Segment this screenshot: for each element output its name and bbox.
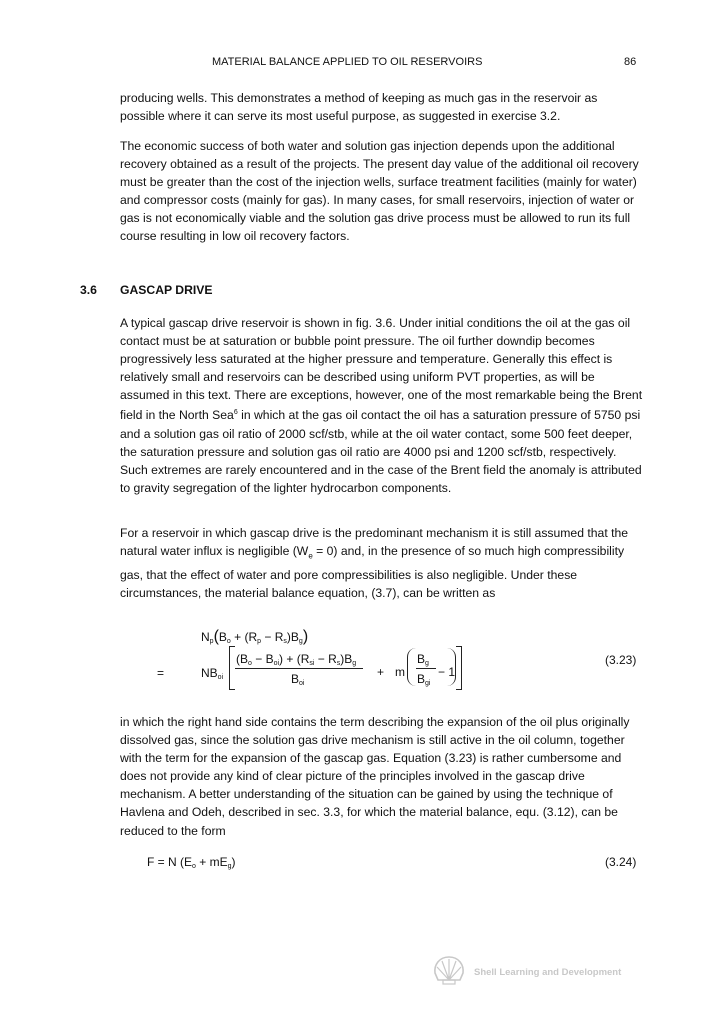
equation-gas-denominator: $B_{gi}$ <box>417 672 431 687</box>
equation-right-paren <box>447 648 456 686</box>
footer-text: Shell Learning and Development <box>474 967 622 978</box>
equation-3-24-body: F = N $(E_o + mE_g)$ <box>147 855 236 870</box>
equation-numerator: $(B_o - B_{oi}) + (R_{si} - R_s)B_g$ <box>236 652 357 667</box>
page-number: 86 <box>624 56 637 68</box>
equation-left-paren <box>407 648 416 686</box>
page-header <box>0 56 723 72</box>
shell-pecten-icon <box>432 955 466 985</box>
paragraph-2: The economic success of both water and solution gas injection depends upon the additional recovery obtained as a result of the projects. The present day value of the additional oil recovery must be greater than the cost of the injection wells, surface treatment facilities (mainly for water) and compressor costs (mainly for gas). In many cases, for small reservoirs, injection of water or gas is not economically viable and the solution gas drive process must be allowed to run its full course resulting in low oil recovery factors. <box>120 139 639 244</box>
section-number: 3.6 <box>80 283 97 297</box>
section-title: GASCAP DRIVE <box>120 283 213 297</box>
paragraph-3-text-a: A typical gascap drive reservoir is shown in fig. 3.6. Under initial conditions the oil at the gas oil contact must be at saturation or bubble point pressure. The oil further downdip becomes progressively less saturated at the higher pressure and temperature. Generally this effect is relatively small and reservoirs can be described using uniform PVT properties, as will be assumed in this text. There are exceptions, however, one of the most remarkable being the Brent field in the North Sea <box>120 316 643 423</box>
equation-fraction-bar <box>235 668 363 669</box>
paragraph-1: producing wells. This demonstrates a method of keeping as much gas in the reservoir as possible where it can serve its most useful purpose, as suggested in exercise 3.2. <box>120 91 598 124</box>
equation-nboi: $NB_{oi}$ <box>201 666 224 681</box>
paragraph-4 <box>120 524 645 602</box>
paragraph-5: in which the right hand side contains the term describing the expansion of the oil plus originally dissolved gas, since the solution gas drive mechanism is still active in the oil column, together with the term for the expansion of the gascap gas. Equation (3.23) is rather cumbersome and does not provide any kind of clear picture of the principles involved in the gascap drive mechanism. A better understanding of the situation can be gained by using the technique of Havlena and Odeh, described in sec. 3.3, for which the material balance, equ. (3.12), can be reduced to the form <box>120 715 630 838</box>
equation-gas-numerator: $B_g$ <box>417 652 429 667</box>
equation-denominator: $B_{oi}$ <box>291 672 305 687</box>
equation-minus-one: − 1 <box>438 665 456 679</box>
reference-superscript: 6 <box>233 409 238 417</box>
paragraph-3-text-b: in which at the gas oil contact the oil has a saturation pressure of 5750 psi and a solution gas oil ratio of 2000 scf/stb, while at the oil water contact, some 500 feet deeper, the saturation pressure and solution gas oil ratio are 4000 psi and 1200 scf/stb, respectively. Such extremes are rarely encountered and in the case of the Brent field the anomaly is attributed to gravity segregation of the lighter hydrocarbon components. <box>120 408 642 495</box>
footer-branding <box>432 955 652 985</box>
equation-3-24-number: (3.24) <box>605 855 637 869</box>
equation-plus: + <box>377 665 385 679</box>
equation-lhs: $N_p(B_o + (R_p - R_s)B_g)$ <box>201 628 309 645</box>
paragraph-4-subscript: e <box>308 551 313 561</box>
equation-m: m <box>395 665 405 679</box>
paragraph-3 <box>120 314 645 497</box>
equation-equals: = <box>157 666 165 680</box>
paragraph-4-text-b: = 0) and, in the presence of so much high compressibility gas, that the effect of water and pore compressibilities is also negligible. Under these circumstances, the material balance equation, (3.7), can be written as <box>120 544 625 600</box>
paragraph-4-text-a: For a reservoir in which gascap drive is the predominant mechanism it is still assumed that the natural water influx is negligible (W <box>120 526 629 559</box>
equation-gas-fraction-bar <box>416 668 436 669</box>
header-title: MATERIAL BALANCE APPLIED TO OIL RESERVOIRS <box>212 56 483 68</box>
equation-3-23-number: (3.23) <box>605 653 637 667</box>
equation-right-bracket <box>456 646 462 690</box>
